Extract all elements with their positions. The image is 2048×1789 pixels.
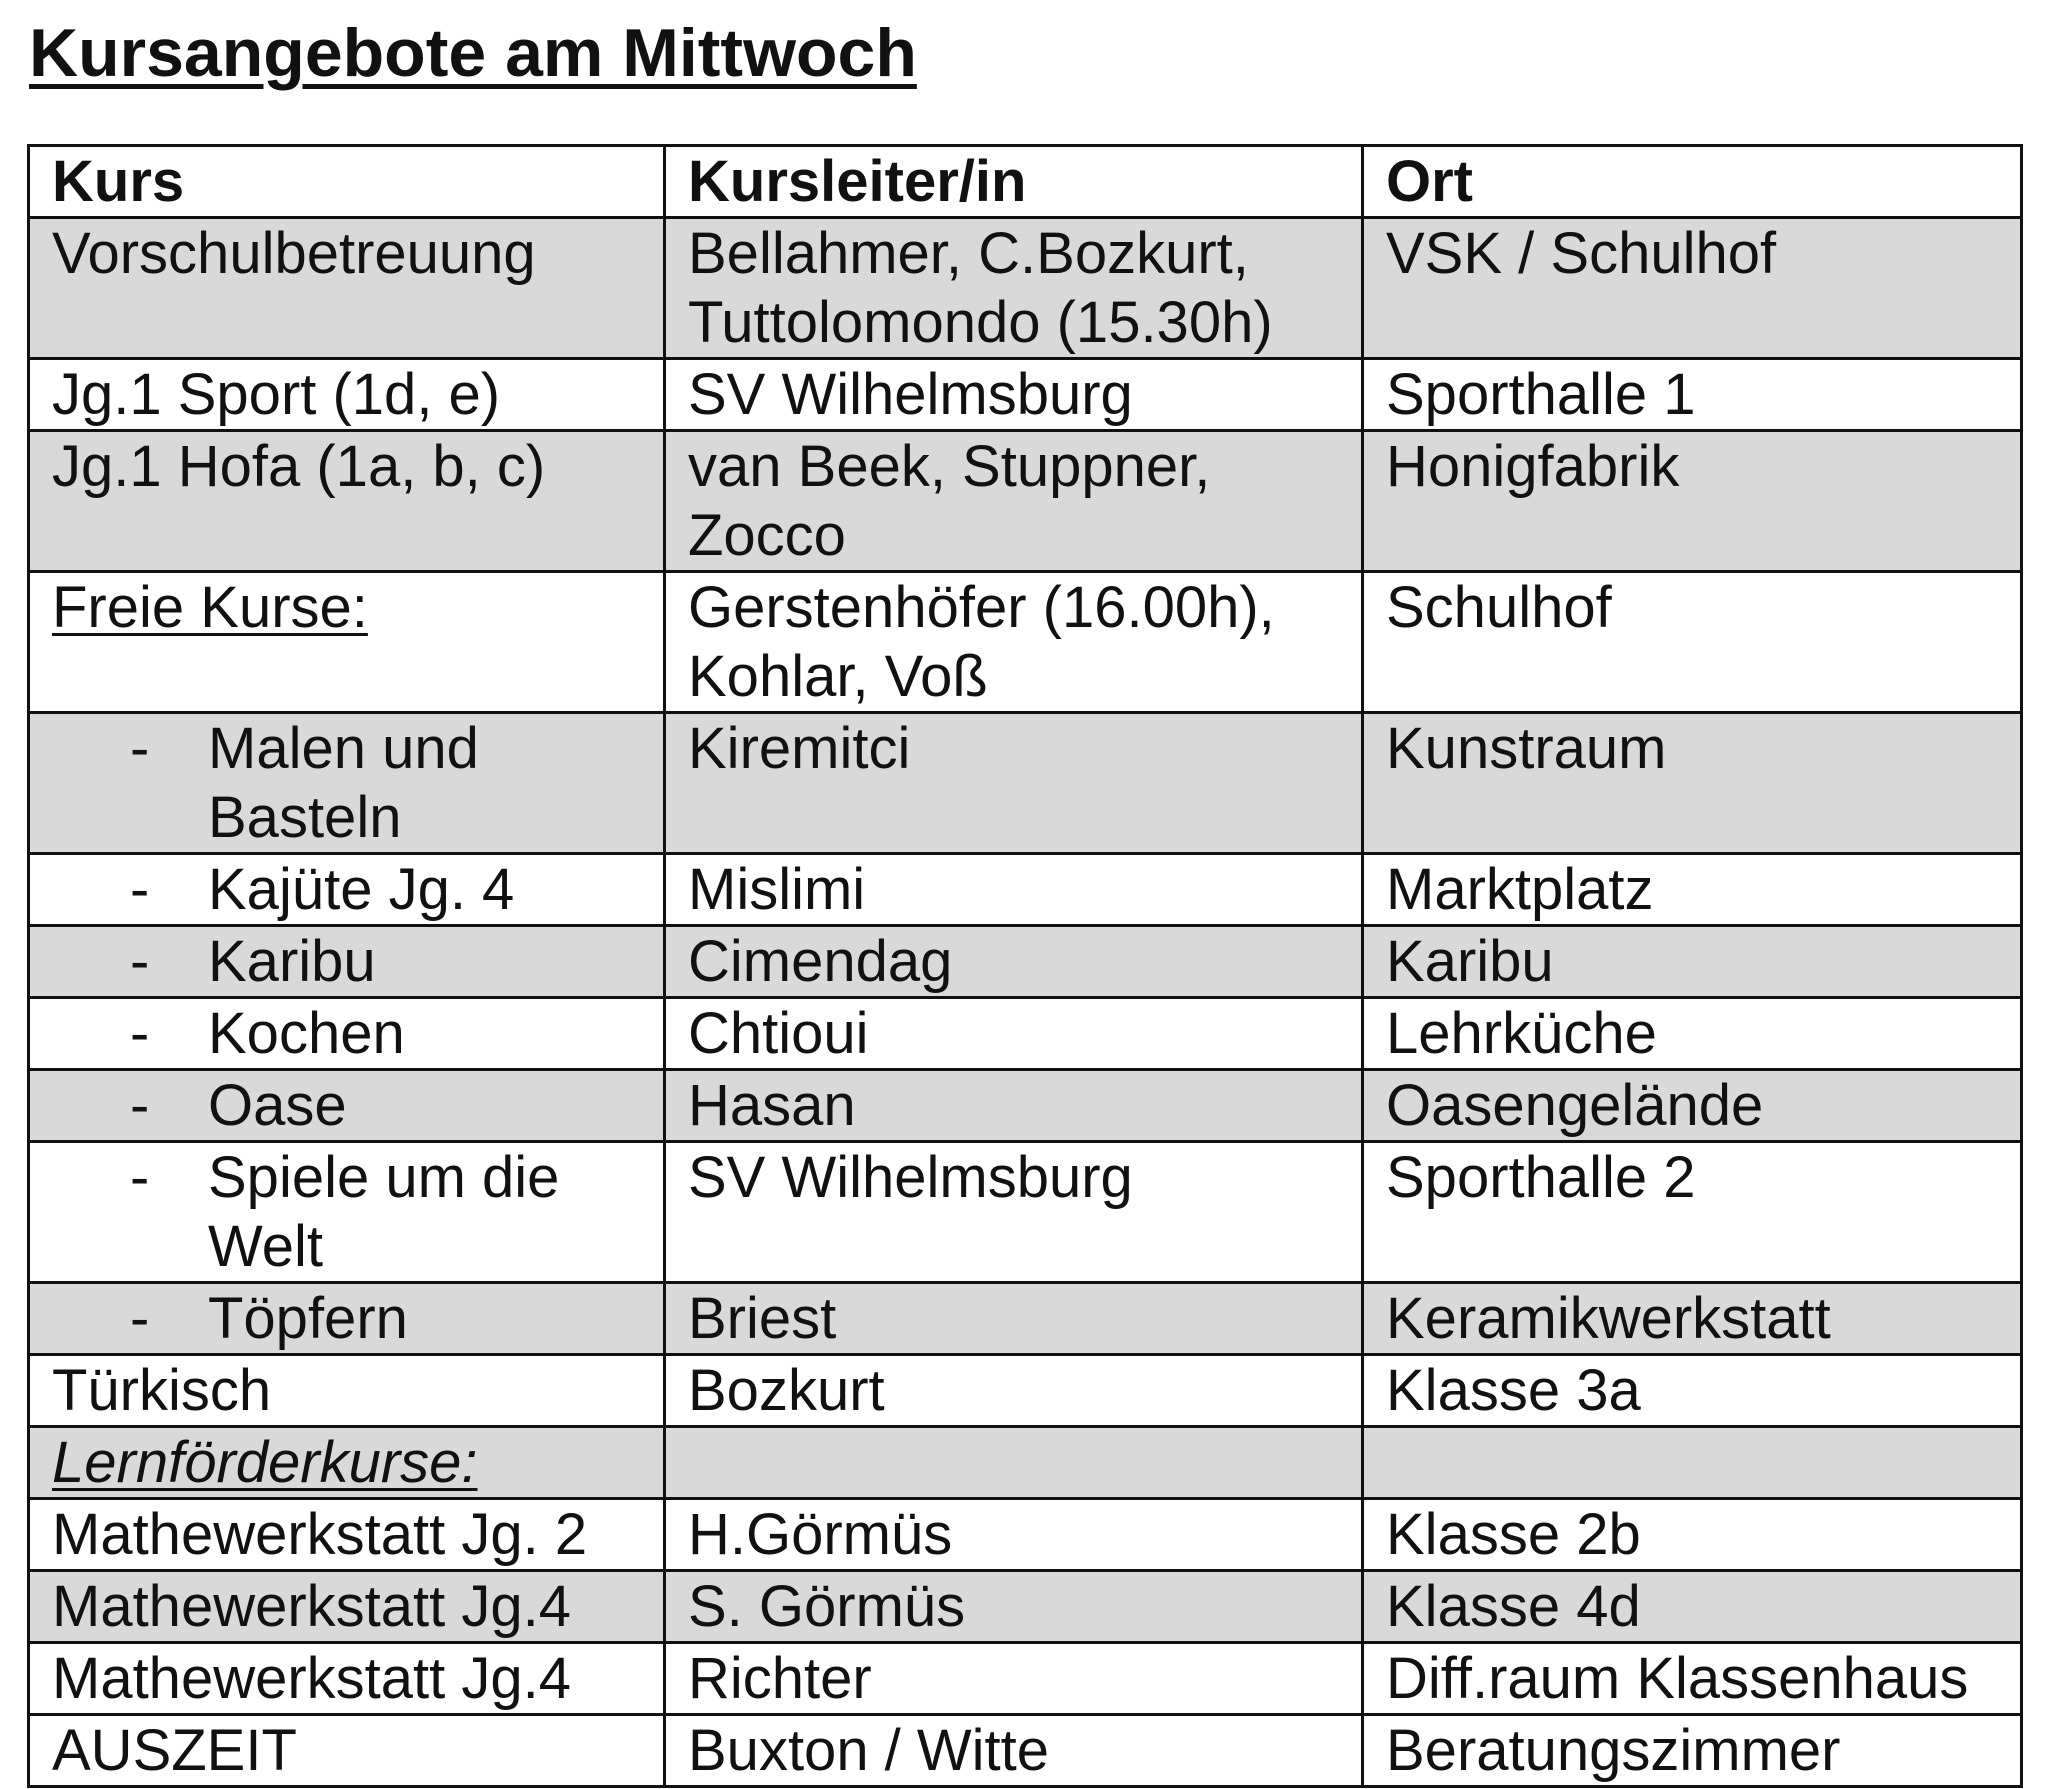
list-bullet: - bbox=[130, 1001, 150, 1066]
header-course: Kurs bbox=[29, 146, 665, 218]
leader-cell bbox=[665, 1142, 1363, 1283]
table-row bbox=[29, 1643, 2022, 1715]
location-cell bbox=[1363, 1643, 2022, 1715]
table-row bbox=[29, 1355, 2022, 1427]
location-name: Beratungszimmer bbox=[1386, 1718, 1841, 1783]
location-cell bbox=[1363, 854, 2022, 926]
leader-cell bbox=[665, 1643, 1363, 1715]
course-cell bbox=[29, 1499, 665, 1571]
course-name: AUSZEIT bbox=[52, 1718, 297, 1783]
leader-cell bbox=[665, 1427, 1363, 1499]
course-cell bbox=[29, 1571, 665, 1643]
location-name: Diff.raum Klassenhaus bbox=[1386, 1646, 1969, 1711]
course-cell bbox=[29, 1283, 665, 1355]
location-name: VSK / Schulhof bbox=[1386, 221, 1777, 286]
leader-cell bbox=[665, 1355, 1363, 1427]
leader-cell bbox=[665, 1070, 1363, 1142]
leader-name: Briest bbox=[688, 1286, 837, 1351]
course-cell bbox=[29, 998, 665, 1070]
leader-cell bbox=[665, 1499, 1363, 1571]
location-cell bbox=[1363, 1142, 2022, 1283]
course-cell bbox=[29, 926, 665, 998]
course-cell bbox=[29, 713, 665, 854]
location-name: Honigfabrik bbox=[1386, 434, 1680, 499]
leader-name: Hasan bbox=[688, 1073, 856, 1138]
location-cell bbox=[1363, 1571, 2022, 1643]
table-row bbox=[29, 359, 2022, 431]
course-name: Mathewerkstatt Jg. 2 bbox=[52, 1502, 588, 1567]
leader-name: Chtioui bbox=[688, 1001, 869, 1066]
table-row bbox=[29, 998, 2022, 1070]
course-cell bbox=[29, 431, 665, 572]
leader-cell bbox=[665, 431, 1363, 572]
leader-name: Richter bbox=[688, 1646, 872, 1711]
table-row bbox=[29, 218, 2022, 359]
table-row bbox=[29, 1142, 2022, 1283]
leader-name: Cimendag bbox=[688, 929, 953, 994]
table-row bbox=[29, 1715, 2022, 1787]
course-cell bbox=[29, 1142, 665, 1283]
location-cell bbox=[1363, 218, 2022, 359]
location-cell bbox=[1363, 1355, 2022, 1427]
table-row bbox=[29, 1070, 2022, 1142]
location-cell bbox=[1363, 1427, 2022, 1499]
location-name: Sporthalle 1 bbox=[1386, 362, 1696, 427]
course-name: Mathewerkstatt Jg.4 bbox=[52, 1646, 571, 1711]
location-name: Oasengelände bbox=[1386, 1073, 1764, 1138]
leader-name: SV Wilhelmsburg bbox=[688, 362, 1133, 427]
table-row bbox=[29, 1283, 2022, 1355]
course-name: Oase bbox=[208, 1073, 347, 1138]
location-name: Klasse 4d bbox=[1386, 1574, 1641, 1639]
table-row bbox=[29, 926, 2022, 998]
location-name: Kunstraum bbox=[1386, 716, 1667, 781]
course-cell bbox=[29, 1070, 665, 1142]
leader-cell bbox=[665, 1283, 1363, 1355]
location-name: Lehrküche bbox=[1386, 1001, 1657, 1066]
leader-cell bbox=[665, 713, 1363, 854]
table-body bbox=[29, 218, 2022, 1787]
location-name: Marktplatz bbox=[1386, 857, 1654, 922]
page-title: Kursangebote am Mittwoch bbox=[29, 15, 917, 91]
course-name: Freie Kurse: bbox=[52, 575, 368, 640]
table-row bbox=[29, 572, 2022, 713]
course-name: Vorschulbetreuung bbox=[52, 221, 536, 286]
table-row bbox=[29, 854, 2022, 926]
leader-name: Bozkurt bbox=[688, 1358, 885, 1423]
location-name: Schulhof bbox=[1386, 575, 1612, 640]
leader-name: H.Görmüs bbox=[688, 1502, 953, 1567]
location-cell bbox=[1363, 926, 2022, 998]
location-cell bbox=[1363, 998, 2022, 1070]
course-name: Malen und Basteln bbox=[208, 716, 479, 850]
course-cell bbox=[29, 854, 665, 926]
leader-cell bbox=[665, 572, 1363, 713]
leader-name: Buxton / Witte bbox=[688, 1718, 1050, 1783]
list-bullet: - bbox=[130, 1145, 150, 1210]
table-row bbox=[29, 1427, 2022, 1499]
course-cell bbox=[29, 572, 665, 713]
location-cell bbox=[1363, 1283, 2022, 1355]
table-header bbox=[29, 146, 2022, 218]
leader-name: S. Görmüs bbox=[688, 1574, 966, 1639]
course-name: Türkisch bbox=[52, 1358, 272, 1423]
location-cell bbox=[1363, 1070, 2022, 1142]
leader-name: van Beek, Stuppner, Zocco bbox=[688, 434, 1211, 568]
list-bullet: - bbox=[130, 857, 150, 922]
table-row bbox=[29, 713, 2022, 854]
leader-cell bbox=[665, 1571, 1363, 1643]
table-row bbox=[29, 431, 2022, 572]
list-bullet: - bbox=[130, 1073, 150, 1138]
course-cell bbox=[29, 1715, 665, 1787]
location-cell bbox=[1363, 713, 2022, 854]
header-location: Ort bbox=[1363, 146, 2022, 218]
course-name: Karibu bbox=[208, 929, 376, 994]
leader-cell bbox=[665, 359, 1363, 431]
location-name: Klasse 3a bbox=[1386, 1358, 1641, 1423]
table-row bbox=[29, 1499, 2022, 1571]
course-name: Spiele um die Welt bbox=[208, 1145, 560, 1279]
location-name: Karibu bbox=[1386, 929, 1554, 994]
course-cell bbox=[29, 1355, 665, 1427]
location-name: Keramikwerkstatt bbox=[1386, 1286, 1831, 1351]
location-cell bbox=[1363, 431, 2022, 572]
list-bullet: - bbox=[130, 929, 150, 994]
leader-cell bbox=[665, 926, 1363, 998]
course-table bbox=[27, 144, 2023, 1788]
leader-name: SV Wilhelmsburg bbox=[688, 1145, 1133, 1210]
leader-cell bbox=[665, 998, 1363, 1070]
leader-cell bbox=[665, 1715, 1363, 1787]
course-cell bbox=[29, 1643, 665, 1715]
location-cell bbox=[1363, 359, 2022, 431]
list-bullet: - bbox=[130, 1286, 150, 1351]
course-cell bbox=[29, 1427, 665, 1499]
leader-cell bbox=[665, 854, 1363, 926]
course-name: Jg.1 Hofa (1a, b, c) bbox=[52, 434, 546, 499]
table-row bbox=[29, 1571, 2022, 1643]
location-cell bbox=[1363, 572, 2022, 713]
course-cell bbox=[29, 218, 665, 359]
leader-name: Gerstenhöfer (16.00h), Kohlar, Voß bbox=[688, 575, 1275, 709]
list-bullet: - bbox=[130, 716, 150, 781]
location-cell bbox=[1363, 1715, 2022, 1787]
location-name: Klasse 2b bbox=[1386, 1502, 1641, 1567]
course-name: Töpfern bbox=[208, 1286, 408, 1351]
leader-name: Kiremitci bbox=[688, 716, 911, 781]
location-cell bbox=[1363, 1499, 2022, 1571]
leader-name: Bellahmer, C.Bozkurt, Tuttolomondo (15.30h) bbox=[688, 221, 1273, 355]
course-name: Kochen bbox=[208, 1001, 405, 1066]
course-name: Mathewerkstatt Jg.4 bbox=[52, 1574, 571, 1639]
leader-cell bbox=[665, 218, 1363, 359]
header-leader: Kursleiter/in bbox=[665, 146, 1363, 218]
header-row bbox=[29, 146, 2022, 218]
leader-name: Mislimi bbox=[688, 857, 866, 922]
course-name: Jg.1 Sport (1d, e) bbox=[52, 362, 501, 427]
course-name: Lernförderkurse: bbox=[52, 1430, 478, 1495]
course-name: Kajüte Jg. 4 bbox=[208, 857, 515, 922]
location-name: Sporthalle 2 bbox=[1386, 1145, 1696, 1210]
course-cell bbox=[29, 359, 665, 431]
